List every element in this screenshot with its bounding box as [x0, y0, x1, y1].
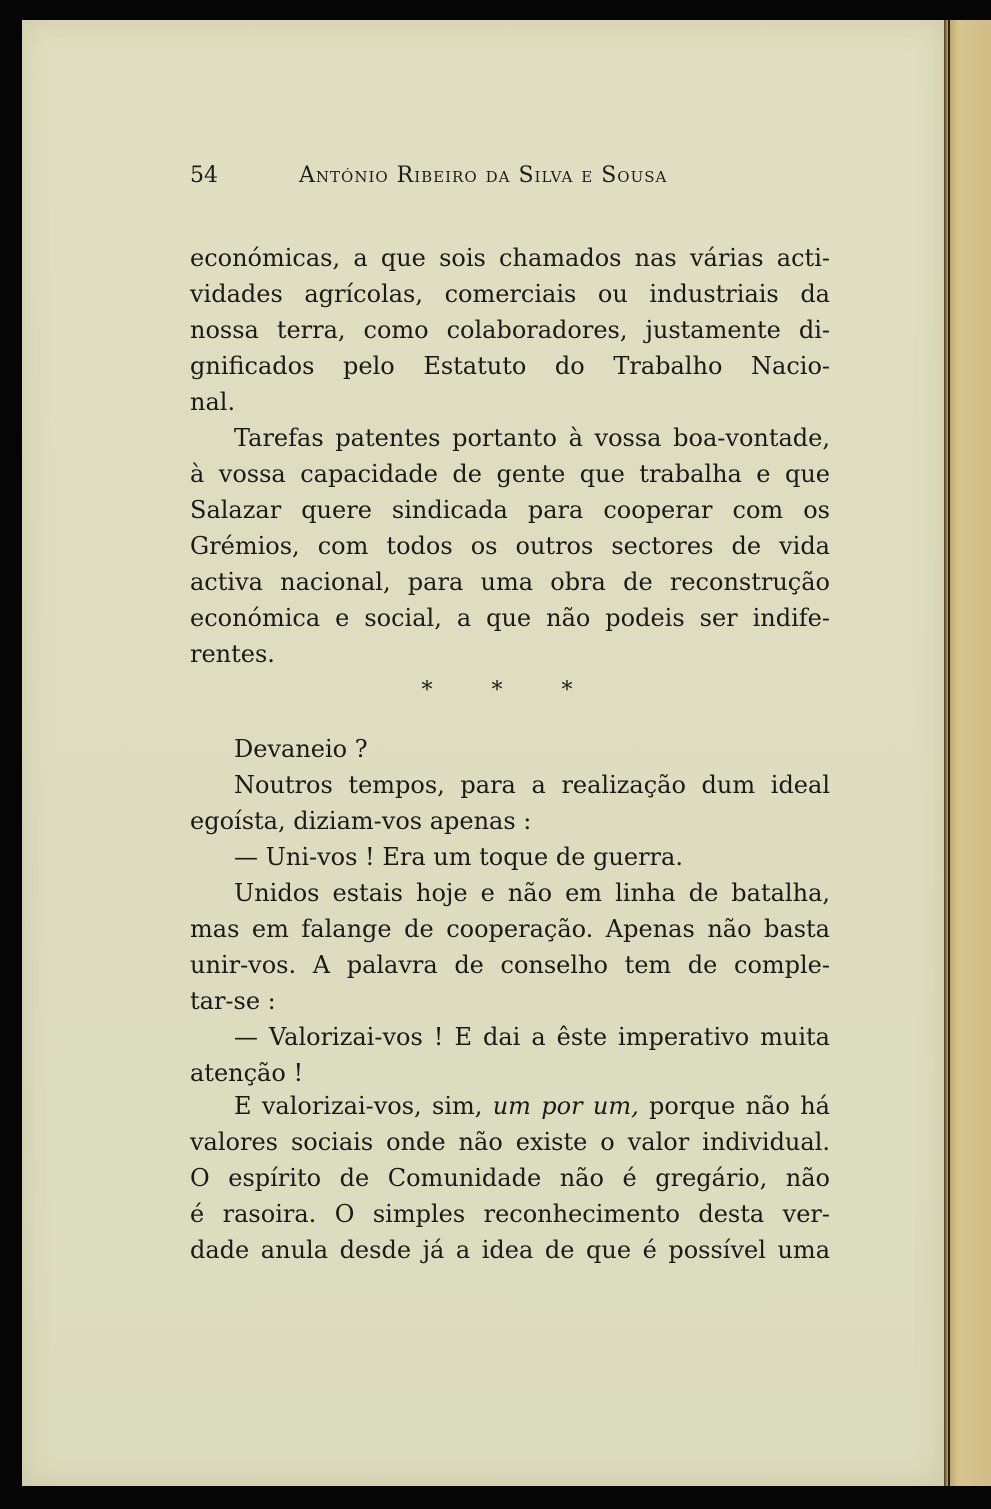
adjacent-page-edge: [944, 20, 991, 1486]
text-line: — Uni-vos ! Era um toque de guerra.: [234, 843, 683, 871]
text-line: gnificados pelo Estatuto do Trabalho Nacio-: [190, 352, 830, 380]
paragraph-block-1: [190, 240, 830, 672]
text-line: atenção !: [190, 1059, 304, 1087]
text-line: vidades agrícolas, comerciais ou industriais da: [190, 280, 830, 308]
text-line: económicas, a que sois chamados nas várias acti-: [190, 244, 830, 272]
text-line: valores sociais onde não existe o valor individual.: [190, 1128, 830, 1156]
paragraph-block-3: [190, 1088, 830, 1268]
text-line: dade anula desde já a idea de que é possível uma: [190, 1236, 830, 1264]
text-line: rentes.: [190, 640, 275, 668]
text-line: [190, 1088, 830, 1124]
text-line: O espírito de Comunidade não é gregário, não: [190, 1164, 830, 1192]
text-line: Tarefas patentes portanto à vossa boa-vontade,: [234, 424, 830, 452]
page-crease: [948, 20, 950, 1486]
text-line: nossa terra, como colaboradores, justamente di-: [190, 316, 830, 344]
paragraph-block-2: [190, 731, 830, 1091]
italic-phrase: um por um,: [492, 1092, 639, 1120]
text-run: E valorizai-vos, sim,: [234, 1092, 493, 1120]
page-number: 54: [190, 163, 218, 188]
section-separator: * * *: [421, 678, 599, 703]
text-line: económica e social, a que não podeis ser indife-: [190, 604, 830, 632]
text-run: porque não há: [638, 1092, 830, 1120]
running-title: António Ribeiro da Silva e Sousa: [299, 163, 668, 188]
text-line: à vossa capacidade de gente que trabalha e que: [190, 460, 830, 488]
page-header: [190, 163, 830, 193]
text-line: tar-se :: [190, 987, 276, 1015]
text-line: — Valorizai-vos ! E dai a êste imperativo muita: [234, 1023, 830, 1051]
text-line: Unidos estais hoje e não em linha de batalha,: [234, 879, 830, 907]
text-line: Grémios, com todos os outros sectores de vida: [190, 532, 830, 560]
text-line: mas em falange de cooperação. Apenas não basta: [190, 915, 830, 943]
text-line: Noutros tempos, para a realização dum ideal: [234, 771, 830, 799]
text-line: nal.: [190, 388, 236, 416]
text-line: Devaneio ?: [234, 735, 368, 763]
text-line: egoísta, diziam-vos apenas :: [190, 807, 532, 835]
text-line: Salazar quere sindicada para cooperar com os: [190, 496, 830, 524]
text-line: activa nacional, para uma obra de reconstrução: [190, 568, 830, 596]
text-line: é rasoira. O simples reconhecimento desta ver-: [190, 1200, 830, 1228]
text-line: unir-vos. A palavra de conselho tem de comple-: [190, 951, 830, 979]
